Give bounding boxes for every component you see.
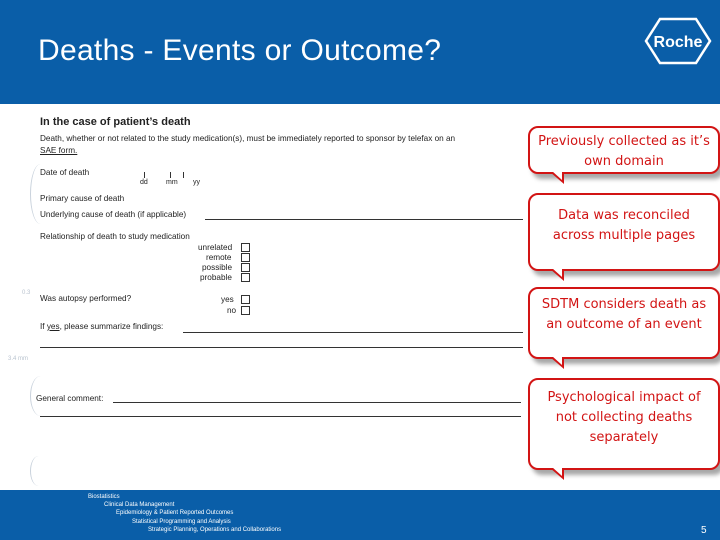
form-intro-line: Death, whether or not related to the study medication(s), must be immediately reported to sponsor by telefax on an [40,134,456,143]
general-comment-line [113,402,521,403]
slide-title: Deaths - Events or Outcome? [38,34,442,67]
relationship-option: unrelated [198,243,233,252]
relationship-checkbox [241,253,250,262]
autopsy-checkbox [241,306,250,315]
callout-psychological-impact: Psychological impact of not collecting deaths separately [528,378,720,470]
relationship-checkbox [241,273,250,282]
page-number: 5 [701,525,707,536]
relationship-option: probable [200,273,232,282]
date-part-label: yy [193,179,200,186]
autopsy-label: Was autopsy performed? [40,294,132,303]
autopsy-checkbox [241,295,250,304]
date-part-label: mm [166,179,178,186]
relationship-option: remote [206,253,232,262]
margin-mark: 3.4 mm [8,356,29,362]
general-comment-label: General comment: [36,394,104,403]
form-intro-line: SAE form. [40,146,78,155]
death-form-scan [0,104,530,490]
form-heading: In the case of patient’s death [40,116,191,128]
findings-label: If yes, please summarize findings: [40,322,164,331]
title-bar [0,0,720,104]
relationship-checkbox [241,263,250,272]
date-of-death-label: Date of death [40,168,90,177]
roche-logo-text: Roche [653,34,703,51]
footer-line: Strategic Planning, Operations and Collaborations [148,526,282,533]
footer-line: Biostatistics [88,494,120,500]
footer-line: Clinical Data Management [104,502,175,509]
scan-artifact [30,456,47,486]
relationship-checkbox [241,243,250,252]
callout-data-reconciled: Data was reconciled across multiple pages [528,193,720,271]
margin-mark: 0.3 [22,290,31,296]
callout-sdtm-outcome: SDTM considers death as an outcome of an event [528,287,720,359]
underlying-cause-line [205,219,523,220]
footer-department-list [88,493,281,534]
callout-previously-collected: Previously collected as it’s own domain [528,126,720,174]
underlying-cause-label: Underlying cause of death (if applicable) [40,210,187,219]
findings-line [183,332,523,333]
roche-logo [644,16,712,66]
findings-line [40,347,523,348]
autopsy-option: no [227,306,237,315]
autopsy-option: yes [221,295,234,304]
date-part-label: dd [140,179,148,186]
general-comment-line [40,416,521,417]
relationship-label: Relationship of death to study medication [40,232,190,241]
relationship-option: possible [202,263,233,272]
primary-cause-label: Primary cause of death [40,194,125,203]
footer-line: Epidemiology & Patient Reported Outcomes [116,510,234,517]
footer-line: Statistical Programming and Analysis [132,518,231,525]
